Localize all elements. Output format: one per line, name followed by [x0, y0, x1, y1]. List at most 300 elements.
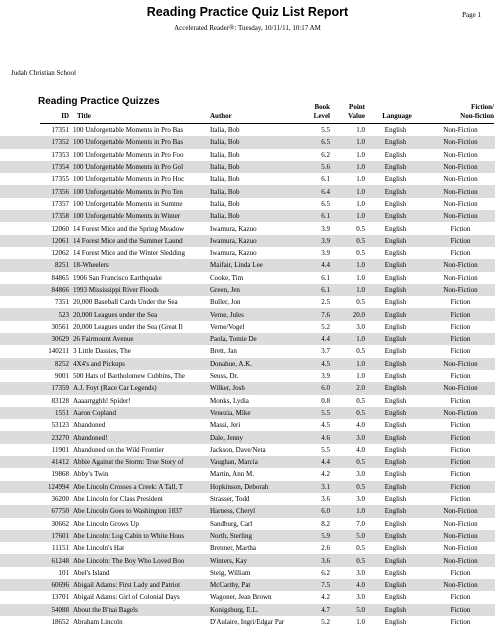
cell-level: 3.9 — [321, 249, 330, 258]
cell-author: Massi, Jeri — [210, 421, 241, 430]
table-row — [0, 259, 495, 271]
cell-title: 100 Unforgettable Moments in Winter — [69, 210, 208, 222]
cell-author: D'Aulaire, Ingri/Edgar Par — [210, 618, 285, 627]
cell-level: 5.5 — [321, 126, 330, 135]
cell-title: Abigail Adams: First Lady and Patriot — [69, 579, 208, 591]
cell-id: 17359 — [0, 382, 69, 394]
cell-author: Italia, Bob — [210, 175, 240, 184]
cell-language: English — [384, 519, 407, 528]
cell-author: Buller, Jon — [210, 298, 241, 307]
cell-author: Jackson, Dave/Neta — [210, 445, 266, 454]
cell-language: English — [365, 284, 426, 296]
cell-level: 8.2 — [321, 519, 330, 528]
cell-level: 3.9 — [308, 235, 330, 247]
cell-level: 5.5 — [321, 445, 330, 454]
cell-author: Iwamura, Kazuo — [208, 235, 308, 247]
cell-language: English — [384, 544, 407, 553]
cell-fiction: Non-Fiction — [426, 259, 495, 271]
cell-id: 17358 — [0, 210, 69, 222]
cell-author: Venezia, Mike — [208, 407, 308, 419]
cell-fiction: Fiction — [450, 593, 471, 602]
table-row — [0, 321, 495, 333]
cell-points: 0.5 — [356, 544, 365, 553]
cell-title: Abandoned on the Wild Frontier — [73, 445, 164, 454]
cell-id: 523 — [0, 308, 69, 320]
cell-language: English — [365, 456, 426, 468]
table-row — [0, 345, 495, 357]
cell-fiction: Fiction — [426, 604, 495, 616]
cell-fiction: Fiction — [450, 568, 471, 577]
cell-title: 100 Unforgettable Moments in Pro Foo — [73, 150, 184, 159]
cell-title: 14 Forest Mice and the Winter Sledding — [73, 249, 185, 258]
cell-points: 7.0 — [356, 519, 365, 528]
cell-points: 5.0 — [330, 604, 365, 616]
cell-level: 3.9 — [321, 224, 330, 233]
cell-level: 4.2 — [321, 470, 330, 479]
cell-id: 17352 — [0, 136, 69, 148]
cell-language: English — [365, 431, 426, 443]
cell-level: 3.9 — [321, 372, 330, 381]
cell-points: 1.0 — [330, 505, 365, 517]
cell-title: 14 Forest Mice and the Spring Meadow — [73, 224, 185, 233]
cell-title: 14 Forest Mice and the Summer Laund — [69, 235, 208, 247]
cell-title: Abe Lincoln: Log Cabin to White Hous — [69, 530, 208, 542]
cell-language: English — [384, 470, 407, 479]
cell-title: 20,000 Baseball Cards Under the Sea — [73, 298, 178, 307]
cell-language: English — [384, 396, 407, 405]
cell-level: 3.6 — [321, 495, 330, 504]
table-row — [0, 444, 495, 456]
cell-level: 6.2 — [321, 568, 330, 577]
cell-id: 13701 — [51, 593, 69, 602]
cell-level: 5.5 — [308, 407, 330, 419]
column-header-id: ID — [61, 112, 69, 120]
cell-title: Abe Lincoln Crosses a Creek: A Tall, T — [69, 481, 208, 493]
table-row — [0, 579, 495, 591]
cell-author: Brenner, Martha — [210, 544, 256, 553]
cell-language: English — [365, 554, 426, 566]
cell-level: 4.5 — [308, 358, 330, 370]
cell-fiction: Fiction — [426, 431, 495, 443]
cell-points: 1.0 — [330, 284, 365, 296]
cell-fiction: Fiction — [450, 372, 471, 381]
cell-language: English — [384, 593, 407, 602]
table-row — [0, 308, 495, 320]
cell-level: 6.4 — [308, 185, 330, 197]
cell-author: Steig, William — [210, 568, 251, 577]
cell-level: 4.4 — [308, 333, 330, 345]
cell-fiction: Non-Fiction — [443, 519, 478, 528]
cell-title: 1993 Mississippi River Floods — [69, 284, 208, 296]
cell-title: 4X4's and Pickups — [69, 358, 208, 370]
cell-points: 1.0 — [330, 333, 365, 345]
table-row — [0, 272, 495, 284]
cell-author: Maifair, Linda Lee — [208, 259, 308, 271]
cell-points: 0.5 — [356, 347, 365, 356]
cell-title: Abbie Against the Storm: True Story of — [69, 456, 208, 468]
cell-fiction: Fiction — [450, 495, 471, 504]
cell-language: English — [365, 579, 426, 591]
cell-level: 4.5 — [321, 421, 330, 430]
cell-title: 100 Unforgettable Moments in Summe — [73, 199, 183, 208]
cell-points: 0.5 — [356, 224, 365, 233]
cell-id: 41412 — [0, 456, 69, 468]
cell-author: Wagoner, Jean Brown — [210, 593, 272, 602]
cell-points: 0.5 — [330, 456, 365, 468]
cell-fiction: Non-Fiction — [426, 284, 495, 296]
section-title: Reading Practice Quizzes — [38, 96, 160, 107]
cell-level: 4.2 — [321, 593, 330, 602]
cell-author: Sandburg, Carl — [210, 519, 253, 528]
cell-language: English — [384, 421, 407, 430]
table-row — [0, 481, 495, 493]
cell-fiction: Non-Fiction — [426, 530, 495, 542]
cell-id: 11151 — [52, 544, 69, 553]
cell-language: English — [384, 372, 407, 381]
cell-author: Green, Jen — [208, 284, 308, 296]
cell-points: 1.0 — [330, 259, 365, 271]
cell-title: Abandoned! — [69, 431, 208, 443]
cell-fiction: Non-Fiction — [426, 210, 495, 222]
cell-points: 20.0 — [330, 308, 365, 320]
cell-points: 3.0 — [356, 495, 365, 504]
report-subtitle: Accelerated Reader®: Tuesday, 10/11/11, 10:17 AM — [174, 24, 321, 32]
cell-fiction: Non-Fiction — [443, 126, 478, 135]
cell-title: 100 Unforgettable Moments in Pro Hoc — [73, 175, 185, 184]
cell-language: English — [384, 273, 407, 282]
cell-language: English — [365, 505, 426, 517]
cell-title: 100 Unforgettable Moments in Pro Gol — [69, 161, 208, 173]
cell-points: 3.0 — [356, 322, 365, 331]
cell-fiction: Non-Fiction — [443, 199, 478, 208]
cell-title: A.J. Foyt (Race Car Legends) — [69, 382, 208, 394]
cell-id: 17601 — [0, 530, 69, 542]
cell-id: 17354 — [0, 161, 69, 173]
cell-title: Abigail Adams: Girl of Colonial Days — [73, 593, 180, 602]
cell-points: 3.0 — [356, 593, 365, 602]
cell-author: Iwamura, Kazuo — [210, 249, 257, 258]
cell-points: 0.5 — [356, 298, 365, 307]
cell-title: Abraham Lincoln — [73, 618, 123, 627]
cell-points: 1.0 — [330, 161, 365, 173]
cell-level: 6.1 — [308, 284, 330, 296]
cell-fiction: Fiction — [450, 396, 471, 405]
table-row — [0, 604, 495, 616]
table-row — [0, 395, 495, 407]
cell-author: Martin, Ann M. — [210, 470, 254, 479]
table-row — [0, 567, 495, 579]
cell-level: 4.4 — [308, 456, 330, 468]
cell-level: 6.1 — [321, 175, 330, 184]
cell-fiction: Non-Fiction — [426, 579, 495, 591]
cell-author: Brett, Jan — [210, 347, 237, 356]
cell-id: 23270 — [0, 431, 69, 443]
cell-id: 140211 — [48, 347, 69, 356]
cell-author: Seuss, Dr. — [210, 372, 239, 381]
cell-title: Abandoned — [73, 421, 106, 430]
cell-fiction: Non-Fiction — [443, 273, 478, 282]
cell-author: Verne/Vogel — [210, 322, 245, 331]
column-header-author: Author — [210, 112, 232, 120]
cell-language: English — [365, 382, 426, 394]
table-row — [0, 284, 495, 296]
cell-id: 124994 — [0, 481, 69, 493]
cell-points: 0.5 — [330, 554, 365, 566]
cell-points: 1.0 — [330, 210, 365, 222]
cell-title: Abe Lincoln Grows Up — [73, 519, 139, 528]
cell-fiction: Non-Fiction — [426, 382, 495, 394]
cell-points: 4.0 — [356, 445, 365, 454]
table-row — [0, 542, 495, 554]
cell-id: 18652 — [51, 618, 69, 627]
cell-points: 1.0 — [356, 618, 365, 627]
table-row — [0, 136, 495, 148]
cell-language: English — [365, 530, 426, 542]
cell-title: 26 Fairmount Avenue — [69, 333, 208, 345]
cell-points: 1.0 — [356, 126, 365, 135]
cell-level: 5.6 — [308, 161, 330, 173]
cell-points: 4.0 — [330, 579, 365, 591]
cell-fiction: Fiction — [426, 333, 495, 345]
cell-fiction: Fiction — [426, 235, 495, 247]
cell-level: 2.6 — [321, 544, 330, 553]
cell-author: McCarthy, Pat — [208, 579, 308, 591]
cell-level: 3.7 — [321, 347, 330, 356]
cell-author: Harness, Cheryl — [208, 505, 308, 517]
cell-points: 1.0 — [330, 136, 365, 148]
cell-points: 0.5 — [330, 235, 365, 247]
table-row — [0, 456, 495, 468]
column-header-level: Book Level — [313, 103, 330, 120]
cell-fiction: Fiction — [450, 347, 471, 356]
cell-level: 6.1 — [321, 273, 330, 282]
cell-fiction: Fiction — [426, 481, 495, 493]
table-row — [0, 296, 495, 308]
cell-points: 3.0 — [330, 431, 365, 443]
cell-fiction: Fiction — [426, 456, 495, 468]
cell-language: English — [384, 224, 407, 233]
cell-language: English — [365, 358, 426, 370]
cell-author: Italia, Bob — [208, 210, 308, 222]
table-row — [0, 185, 495, 197]
cell-level: 6.5 — [321, 199, 330, 208]
cell-author: Dale, Jenny — [208, 431, 308, 443]
cell-level: 6.2 — [321, 150, 330, 159]
table-row — [0, 419, 495, 431]
cell-level: 6.5 — [308, 136, 330, 148]
table-row — [0, 222, 495, 234]
table-row — [0, 616, 495, 628]
cell-fiction: Fiction — [450, 249, 471, 258]
cell-points: 1.0 — [356, 273, 365, 282]
cell-level: 4.6 — [308, 431, 330, 443]
table-row — [0, 333, 495, 345]
quiz-table-body — [0, 124, 495, 628]
cell-fiction: Non-Fiction — [426, 185, 495, 197]
cell-title: Abe Lincoln Goes to Washington 1837 — [69, 505, 208, 517]
cell-level: 3.1 — [308, 481, 330, 493]
cell-title: Abel's Island — [73, 568, 110, 577]
cell-id: 61248 — [0, 554, 69, 566]
cell-id: 11901 — [51, 445, 69, 454]
cell-fiction: Non-Fiction — [426, 161, 495, 173]
cell-fiction: Fiction — [426, 308, 495, 320]
cell-language: English — [365, 235, 426, 247]
cell-id: 8251 — [0, 259, 69, 271]
cell-title: About the B'nai Bagels — [69, 604, 208, 616]
cell-title: 500 Hats of Bartholomew Cubbins, The — [73, 372, 185, 381]
cell-level: 7.5 — [308, 579, 330, 591]
cell-id: 101 — [58, 568, 69, 577]
cell-author: Italia, Bob — [208, 185, 308, 197]
cell-id: 30561 — [51, 322, 69, 331]
cell-language: English — [384, 249, 407, 258]
cell-language: English — [365, 333, 426, 345]
cell-author: Winters, Kay — [208, 554, 308, 566]
cell-author: Strasser, Todd — [210, 495, 250, 504]
cell-fiction: Fiction — [450, 298, 471, 307]
table-row — [0, 468, 495, 480]
cell-points: 1.0 — [356, 199, 365, 208]
cell-title: 1906 San Francisco Earthquake — [73, 273, 162, 282]
cell-title: 18-Wheelers — [69, 259, 208, 271]
cell-language: English — [384, 445, 407, 454]
cell-title: 100 Unforgettable Moments in Pro Ten — [69, 185, 208, 197]
column-header-language: Language — [382, 112, 412, 120]
cell-level: 6.1 — [308, 210, 330, 222]
cell-author: Hopkinson, Deborah — [208, 481, 308, 493]
cell-language: English — [384, 150, 407, 159]
cell-id: 60696 — [0, 579, 69, 591]
cell-language: English — [365, 259, 426, 271]
cell-fiction: Non-Fiction — [426, 358, 495, 370]
cell-id: 30629 — [0, 333, 69, 345]
cell-id: 53123 — [51, 421, 69, 430]
cell-level: 4.4 — [308, 259, 330, 271]
table-row — [0, 518, 495, 530]
cell-fiction: Non-Fiction — [426, 554, 495, 566]
cell-id: 84866 — [0, 284, 69, 296]
cell-author: Vaughan, Marcia — [208, 456, 308, 468]
table-row — [0, 161, 495, 173]
cell-id: 17356 — [0, 185, 69, 197]
cell-fiction: Non-Fiction — [426, 136, 495, 148]
cell-author: Verne, Jules — [208, 308, 308, 320]
cell-id: 83128 — [51, 396, 69, 405]
cell-id: 12061 — [0, 235, 69, 247]
cell-author: Iwamura, Kazuo — [210, 224, 257, 233]
cell-author: Italia, Bob — [210, 126, 240, 135]
report-title: Reading Practice Quiz List Report — [146, 5, 349, 19]
cell-title: Abe Lincoln for Class President — [73, 495, 163, 504]
cell-id: 17357 — [51, 199, 69, 208]
cell-fiction: Fiction — [450, 224, 471, 233]
table-row — [0, 198, 495, 210]
cell-language: English — [384, 298, 407, 307]
cell-fiction: Fiction — [450, 445, 471, 454]
cell-points: 1.0 — [330, 358, 365, 370]
cell-fiction: Non-Fiction — [426, 407, 495, 419]
cell-points: 0.5 — [356, 249, 365, 258]
table-row — [0, 431, 495, 443]
cell-points: 1.0 — [356, 150, 365, 159]
cell-author: Cooke, Tim — [210, 273, 244, 282]
table-row — [0, 235, 495, 247]
cell-language: English — [384, 126, 407, 135]
cell-level: 7.6 — [308, 308, 330, 320]
cell-id: 84865 — [51, 273, 69, 282]
cell-author: Italia, Bob — [208, 161, 308, 173]
cell-level: 4.7 — [308, 604, 330, 616]
cell-language: English — [365, 161, 426, 173]
cell-language: English — [384, 347, 407, 356]
cell-language: English — [384, 199, 407, 208]
cell-language: English — [384, 175, 407, 184]
table-row — [0, 358, 495, 370]
cell-author: Italia, Bob — [210, 150, 240, 159]
cell-id: 8252 — [0, 358, 69, 370]
cell-points: 3.0 — [356, 568, 365, 577]
table-row — [0, 530, 495, 542]
column-header-points: Point Value — [348, 103, 365, 120]
column-header-fiction: Fiction/ Non-fiction — [460, 103, 494, 120]
quiz-table — [0, 124, 495, 628]
cell-language: English — [384, 495, 407, 504]
cell-language: English — [365, 481, 426, 493]
cell-language: English — [365, 185, 426, 197]
cell-id: 17355 — [51, 175, 69, 184]
cell-id: 17353 — [51, 150, 69, 159]
cell-author: Italia, Bob — [210, 199, 240, 208]
cell-title: Aaaarrgghh! Spider! — [73, 396, 131, 405]
cell-language: English — [365, 136, 426, 148]
cell-level: 6.0 — [308, 505, 330, 517]
cell-level: 3.6 — [308, 554, 330, 566]
cell-language: English — [384, 322, 407, 331]
school-name: Judah Christian School — [11, 69, 76, 77]
cell-id: 12062 — [51, 249, 69, 258]
cell-author: Monks, Lydia — [210, 396, 249, 405]
cell-title: 3 Little Dassies, The — [73, 347, 131, 356]
cell-points: 1.0 — [356, 175, 365, 184]
cell-level: 5.9 — [308, 530, 330, 542]
cell-level: 5.2 — [321, 322, 330, 331]
table-row — [0, 505, 495, 517]
cell-id: 9001 — [55, 372, 69, 381]
column-header-title: Title — [77, 112, 91, 120]
cell-title: Abby's Twin — [73, 470, 109, 479]
cell-points: 5.0 — [330, 530, 365, 542]
cell-id: 54088 — [0, 604, 69, 616]
table-row — [0, 591, 495, 603]
cell-language: English — [365, 407, 426, 419]
cell-author: Italia, Bob — [208, 136, 308, 148]
table-row — [0, 554, 495, 566]
cell-language: English — [365, 210, 426, 222]
cell-fiction: Fiction — [450, 421, 471, 430]
table-row — [0, 247, 495, 259]
table-row — [0, 370, 495, 382]
cell-author: Konigsburg, E.L. — [208, 604, 308, 616]
cell-title: 20,000 Leagues under the Sea (Great Il — [73, 322, 183, 331]
cell-id: 30662 — [51, 519, 69, 528]
cell-fiction: Non-Fiction — [443, 150, 478, 159]
cell-points: 0.5 — [356, 396, 365, 405]
table-row — [0, 407, 495, 419]
cell-points: 4.0 — [356, 421, 365, 430]
cell-fiction: Fiction — [450, 322, 471, 331]
cell-language: English — [384, 618, 407, 627]
